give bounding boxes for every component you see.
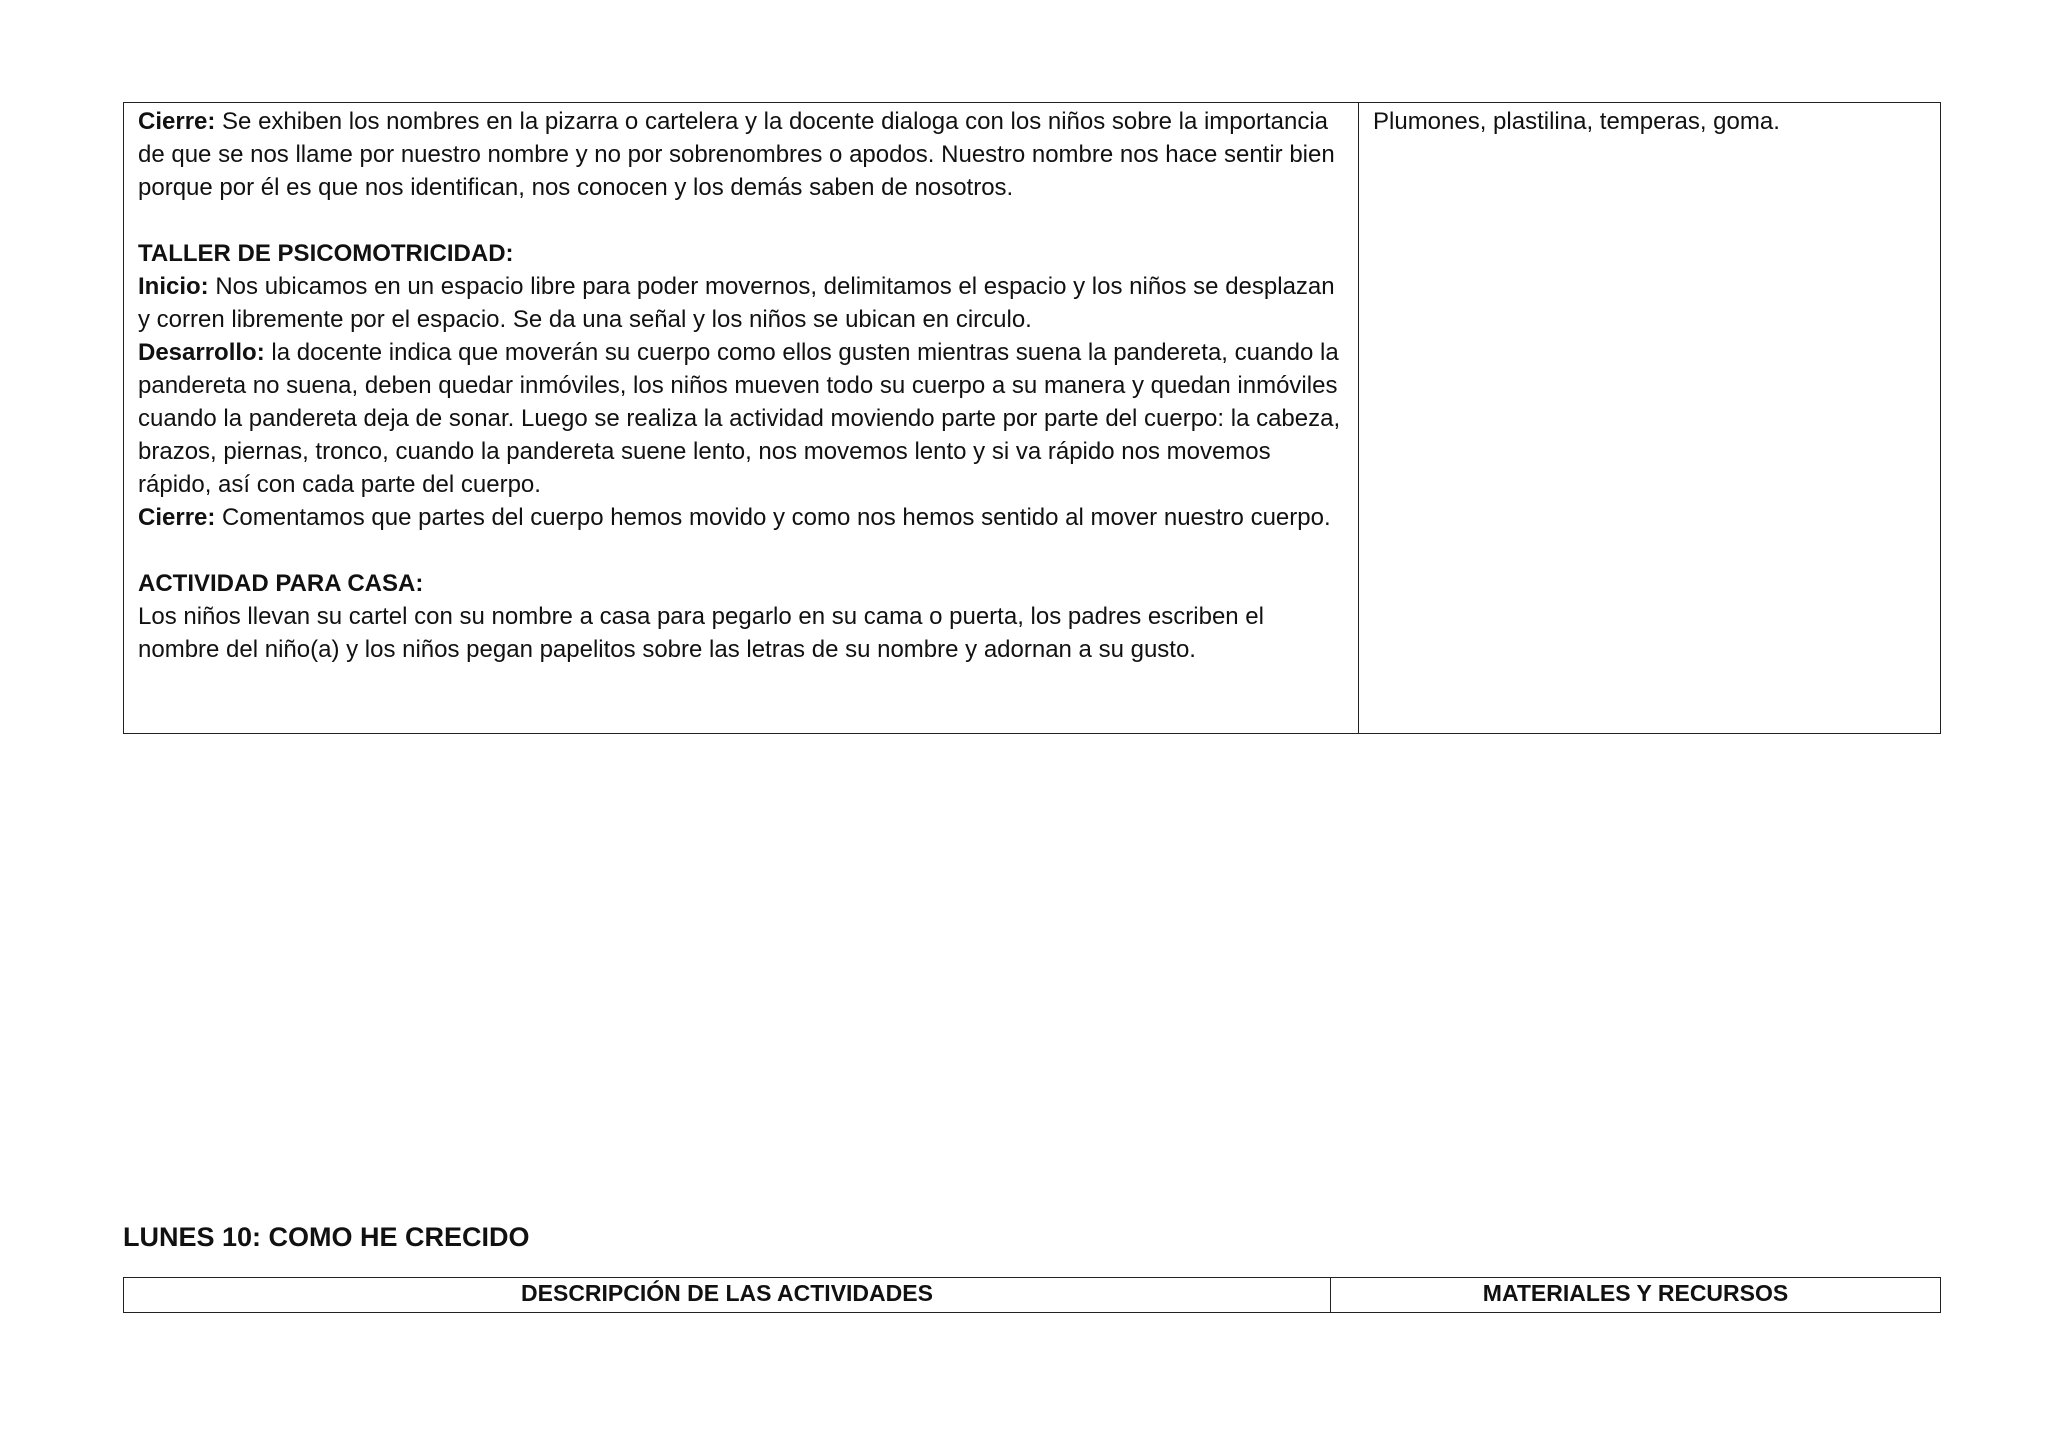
activities-table [123, 102, 1941, 734]
cierre-nombres-paragraph [138, 105, 1344, 204]
paragraph-text: la docente indica que moverán su cuerpo como ellos gusten mientras suena la pandereta, cuando la pandereta no suena, deben quedar inmóviles, los niños mueven todo su cuerpo a su manera y quedan inmóviles cuando la pandereta deja de sonar. Luego se realiza la actividad moviendo parte por parte del cuerpo: la cabeza, brazos, piernas, tronco, cuando la pandereta suene lento, nos movemos lento y si va rápido nos movemos rápido, así con cada parte del cuerpo. [138, 339, 1341, 498]
actividad-casa-title: ACTIVIDAD PARA CASA: [138, 570, 424, 597]
cierre-taller-paragraph [138, 501, 1344, 534]
paragraph-spacer [138, 204, 1344, 237]
paragraph-label: Desarrollo: [138, 339, 265, 366]
paragraph-spacer [138, 534, 1344, 567]
paragraph-text: Se exhiben los nombres en la pizarra o cartelera y la docente dialoga con los niños sobre la importancia de que se nos llame por nuestro nombre y no por sobrenombres o apodos. Nuestro nombre nos hace sentir bien porque por él es que nos identifican, nos conocen y los demás saben de nosotros. [138, 108, 1335, 201]
paragraph-label: Inicio: [138, 273, 209, 300]
materials-cell: Plumones, plastilina, temperas, goma. [1359, 103, 1941, 734]
table-row [124, 103, 1941, 734]
inicio-paragraph [138, 270, 1344, 336]
section-heading: LUNES 10: COMO HE CRECIDO [123, 1222, 530, 1252]
desarrollo-paragraph [138, 336, 1344, 501]
paragraph-label: Cierre: [138, 108, 216, 135]
actividad-casa-paragraph: Los niños llevan su cartel con su nombre a casa para pegarlo en su cama o puerta, los padres escriben el nombre del niño(a) y los niños pegan papelitos sobre las letras de su nombre y adornan a su gusto. [138, 603, 1264, 663]
paragraph-text: Nos ubicamos en un espacio libre para poder movernos, delimitamos el espacio y los niños se desplazan y corren libremente por el espacio. Se da una señal y los niños se ubican en circulo. [138, 273, 1335, 333]
paragraph-label: Cierre: [138, 504, 216, 531]
paragraph-text: Comentamos que partes del cuerpo hemos movido y como nos hemos sentido al mover nuestro cuerpo. [215, 504, 1331, 531]
taller-psicomotricidad-title: TALLER DE PSICOMOTRICIDAD: [138, 240, 514, 267]
activities-description-cell [124, 103, 1359, 734]
next-activities-table-header [123, 1277, 1941, 1313]
description-column-header: DESCRIPCIÓN DE LAS ACTIVIDADES [124, 1278, 1331, 1313]
materials-column-header: MATERIALES Y RECURSOS [1331, 1278, 1941, 1313]
table-header-row [124, 1278, 1941, 1313]
